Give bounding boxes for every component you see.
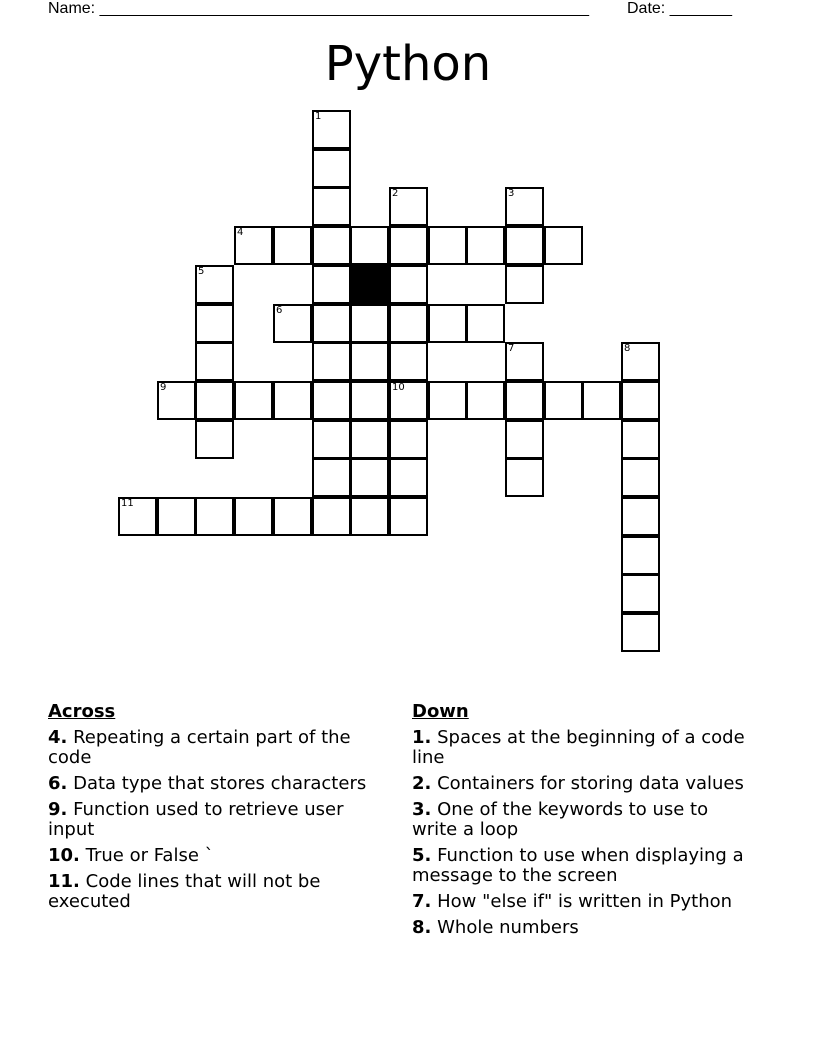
crossword-cell[interactable] <box>428 381 467 420</box>
clue-number: 6. <box>48 773 68 794</box>
crossword-cell[interactable] <box>505 420 544 459</box>
down-heading: Down <box>412 701 469 722</box>
crossword-cell[interactable] <box>389 458 428 497</box>
cell-number: 4 <box>237 227 244 238</box>
crossword-cell[interactable] <box>505 226 544 265</box>
crossword-cell[interactable] <box>312 497 351 536</box>
crossword-cell[interactable] <box>195 304 234 343</box>
clue-text: Function to use when displaying a message to the screen <box>412 845 744 886</box>
clue-across-11 <box>48 872 383 912</box>
crossword-cell[interactable] <box>389 187 428 226</box>
down-clues <box>412 702 757 944</box>
crossword-cell[interactable] <box>195 265 234 304</box>
crossword-cell[interactable] <box>312 110 351 149</box>
clue-number: 3. <box>412 799 432 820</box>
clue-text: Code lines that will not be executed <box>48 871 321 912</box>
crossword-cell[interactable] <box>505 265 544 304</box>
clue-text: Repeating a certain part of the code <box>48 727 351 768</box>
cell-number: 10 <box>392 382 405 393</box>
crossword-cell[interactable] <box>350 304 389 343</box>
crossword-cell[interactable] <box>621 574 660 613</box>
cell-number: 11 <box>121 498 134 509</box>
across-clues <box>48 702 383 918</box>
crossword-cell[interactable] <box>350 226 389 265</box>
crossword-cell[interactable] <box>389 497 428 536</box>
crossword-cell[interactable] <box>389 304 428 343</box>
crossword-cell[interactable] <box>195 497 234 536</box>
clue-down-2 <box>412 774 757 794</box>
clue-text: Data type that stores characters <box>73 773 367 794</box>
crossword-cell[interactable] <box>157 497 196 536</box>
crossword-cell[interactable] <box>505 381 544 420</box>
puzzle-title: Python <box>324 36 492 92</box>
crossword-cell[interactable] <box>466 226 505 265</box>
crossword-cell[interactable] <box>621 342 660 381</box>
crossword-cell[interactable] <box>273 497 312 536</box>
crossword-cell[interactable] <box>389 420 428 459</box>
crossword-cell[interactable] <box>312 420 351 459</box>
cell-number: 3 <box>508 188 515 199</box>
clue-text: Function used to retrieve user input <box>48 799 344 840</box>
crossword-cell[interactable] <box>505 187 544 226</box>
crossword-cell[interactable] <box>505 342 544 381</box>
date-field[interactable]: Date: _______ <box>627 0 732 17</box>
crossword-cell[interactable] <box>621 381 660 420</box>
clue-number: 1. <box>412 727 432 748</box>
crossword-cell[interactable] <box>273 381 312 420</box>
clue-down-5 <box>412 846 757 886</box>
clue-across-10 <box>48 846 383 866</box>
cell-number: 9 <box>160 382 167 393</box>
crossword-cell[interactable] <box>312 304 351 343</box>
crossword-cell[interactable] <box>312 342 351 381</box>
crossword-cell[interactable] <box>312 226 351 265</box>
clue-number: 2. <box>412 773 432 794</box>
crossword-cell[interactable] <box>505 458 544 497</box>
crossword-cell[interactable] <box>466 381 505 420</box>
crossword-cell[interactable] <box>350 342 389 381</box>
clue-number: 8. <box>412 917 432 938</box>
crossword-cell[interactable] <box>621 497 660 536</box>
cell-number: 2 <box>392 188 399 199</box>
clue-down-1 <box>412 728 757 768</box>
cell-number: 1 <box>315 111 322 122</box>
crossword-cell[interactable] <box>157 381 196 420</box>
crossword-cell[interactable] <box>544 381 583 420</box>
clue-text: Whole numbers <box>437 917 579 938</box>
clue-number: 11. <box>48 871 80 892</box>
crossword-cell[interactable] <box>273 226 312 265</box>
crossword-cell[interactable] <box>195 381 234 420</box>
crossword-cell[interactable] <box>466 304 505 343</box>
crossword-cell[interactable] <box>389 342 428 381</box>
crossword-cell[interactable] <box>621 613 660 652</box>
clue-number: 4. <box>48 727 68 748</box>
crossword-cell[interactable] <box>312 458 351 497</box>
crossword-cell[interactable] <box>234 381 273 420</box>
clue-down-8 <box>412 918 757 938</box>
crossword-cell[interactable] <box>312 187 351 226</box>
across-heading: Across <box>48 701 116 722</box>
crossword-cell[interactable] <box>621 420 660 459</box>
clue-text: Spaces at the beginning of a code line <box>412 727 745 768</box>
crossword-cell[interactable] <box>234 226 273 265</box>
crossword-cell[interactable] <box>544 226 583 265</box>
crossword-cell[interactable] <box>350 497 389 536</box>
crossword-cell[interactable] <box>234 497 273 536</box>
clue-text: How "else if" is written in Python <box>437 891 733 912</box>
clue-down-7 <box>412 892 757 912</box>
crossword-cell[interactable] <box>389 265 428 304</box>
crossword-cell[interactable] <box>428 304 467 343</box>
crossword-cell[interactable] <box>195 420 234 459</box>
crossword-cell[interactable] <box>312 381 351 420</box>
cell-number: 7 <box>508 343 515 354</box>
cell-number: 5 <box>198 266 205 277</box>
clue-across-6 <box>48 774 383 794</box>
clue-down-3 <box>412 800 757 840</box>
crossword-cell[interactable] <box>195 342 234 381</box>
clue-text: One of the keywords to use to write a loop <box>412 799 709 840</box>
cell-number: 6 <box>276 305 283 316</box>
crossword-cell[interactable] <box>350 458 389 497</box>
clue-number: 10. <box>48 845 80 866</box>
clue-number: 5. <box>412 845 432 866</box>
crossword-cell[interactable] <box>312 265 351 304</box>
cell-number: 8 <box>624 343 631 354</box>
clue-across-9 <box>48 800 383 840</box>
crossword-cell[interactable] <box>273 304 312 343</box>
crossword-cell[interactable] <box>350 381 389 420</box>
clue-across-4 <box>48 728 383 768</box>
clue-number: 9. <box>48 799 68 820</box>
crossword-black-cell <box>350 265 389 304</box>
crossword-cell[interactable] <box>118 497 157 536</box>
crossword-cell[interactable] <box>389 226 428 265</box>
clue-number: 7. <box>412 891 432 912</box>
crossword-cell[interactable] <box>621 458 660 497</box>
crossword-cell[interactable] <box>428 226 467 265</box>
crossword-cell[interactable] <box>312 149 351 188</box>
name-field[interactable]: Name: _______________________________________________________ <box>48 0 589 17</box>
crossword-cell[interactable] <box>582 381 621 420</box>
clue-text: True or False ` <box>85 845 214 866</box>
crossword-cell[interactable] <box>350 420 389 459</box>
clue-text: Containers for storing data values <box>437 773 744 794</box>
crossword-cell[interactable] <box>389 381 428 420</box>
crossword-cell[interactable] <box>621 536 660 575</box>
